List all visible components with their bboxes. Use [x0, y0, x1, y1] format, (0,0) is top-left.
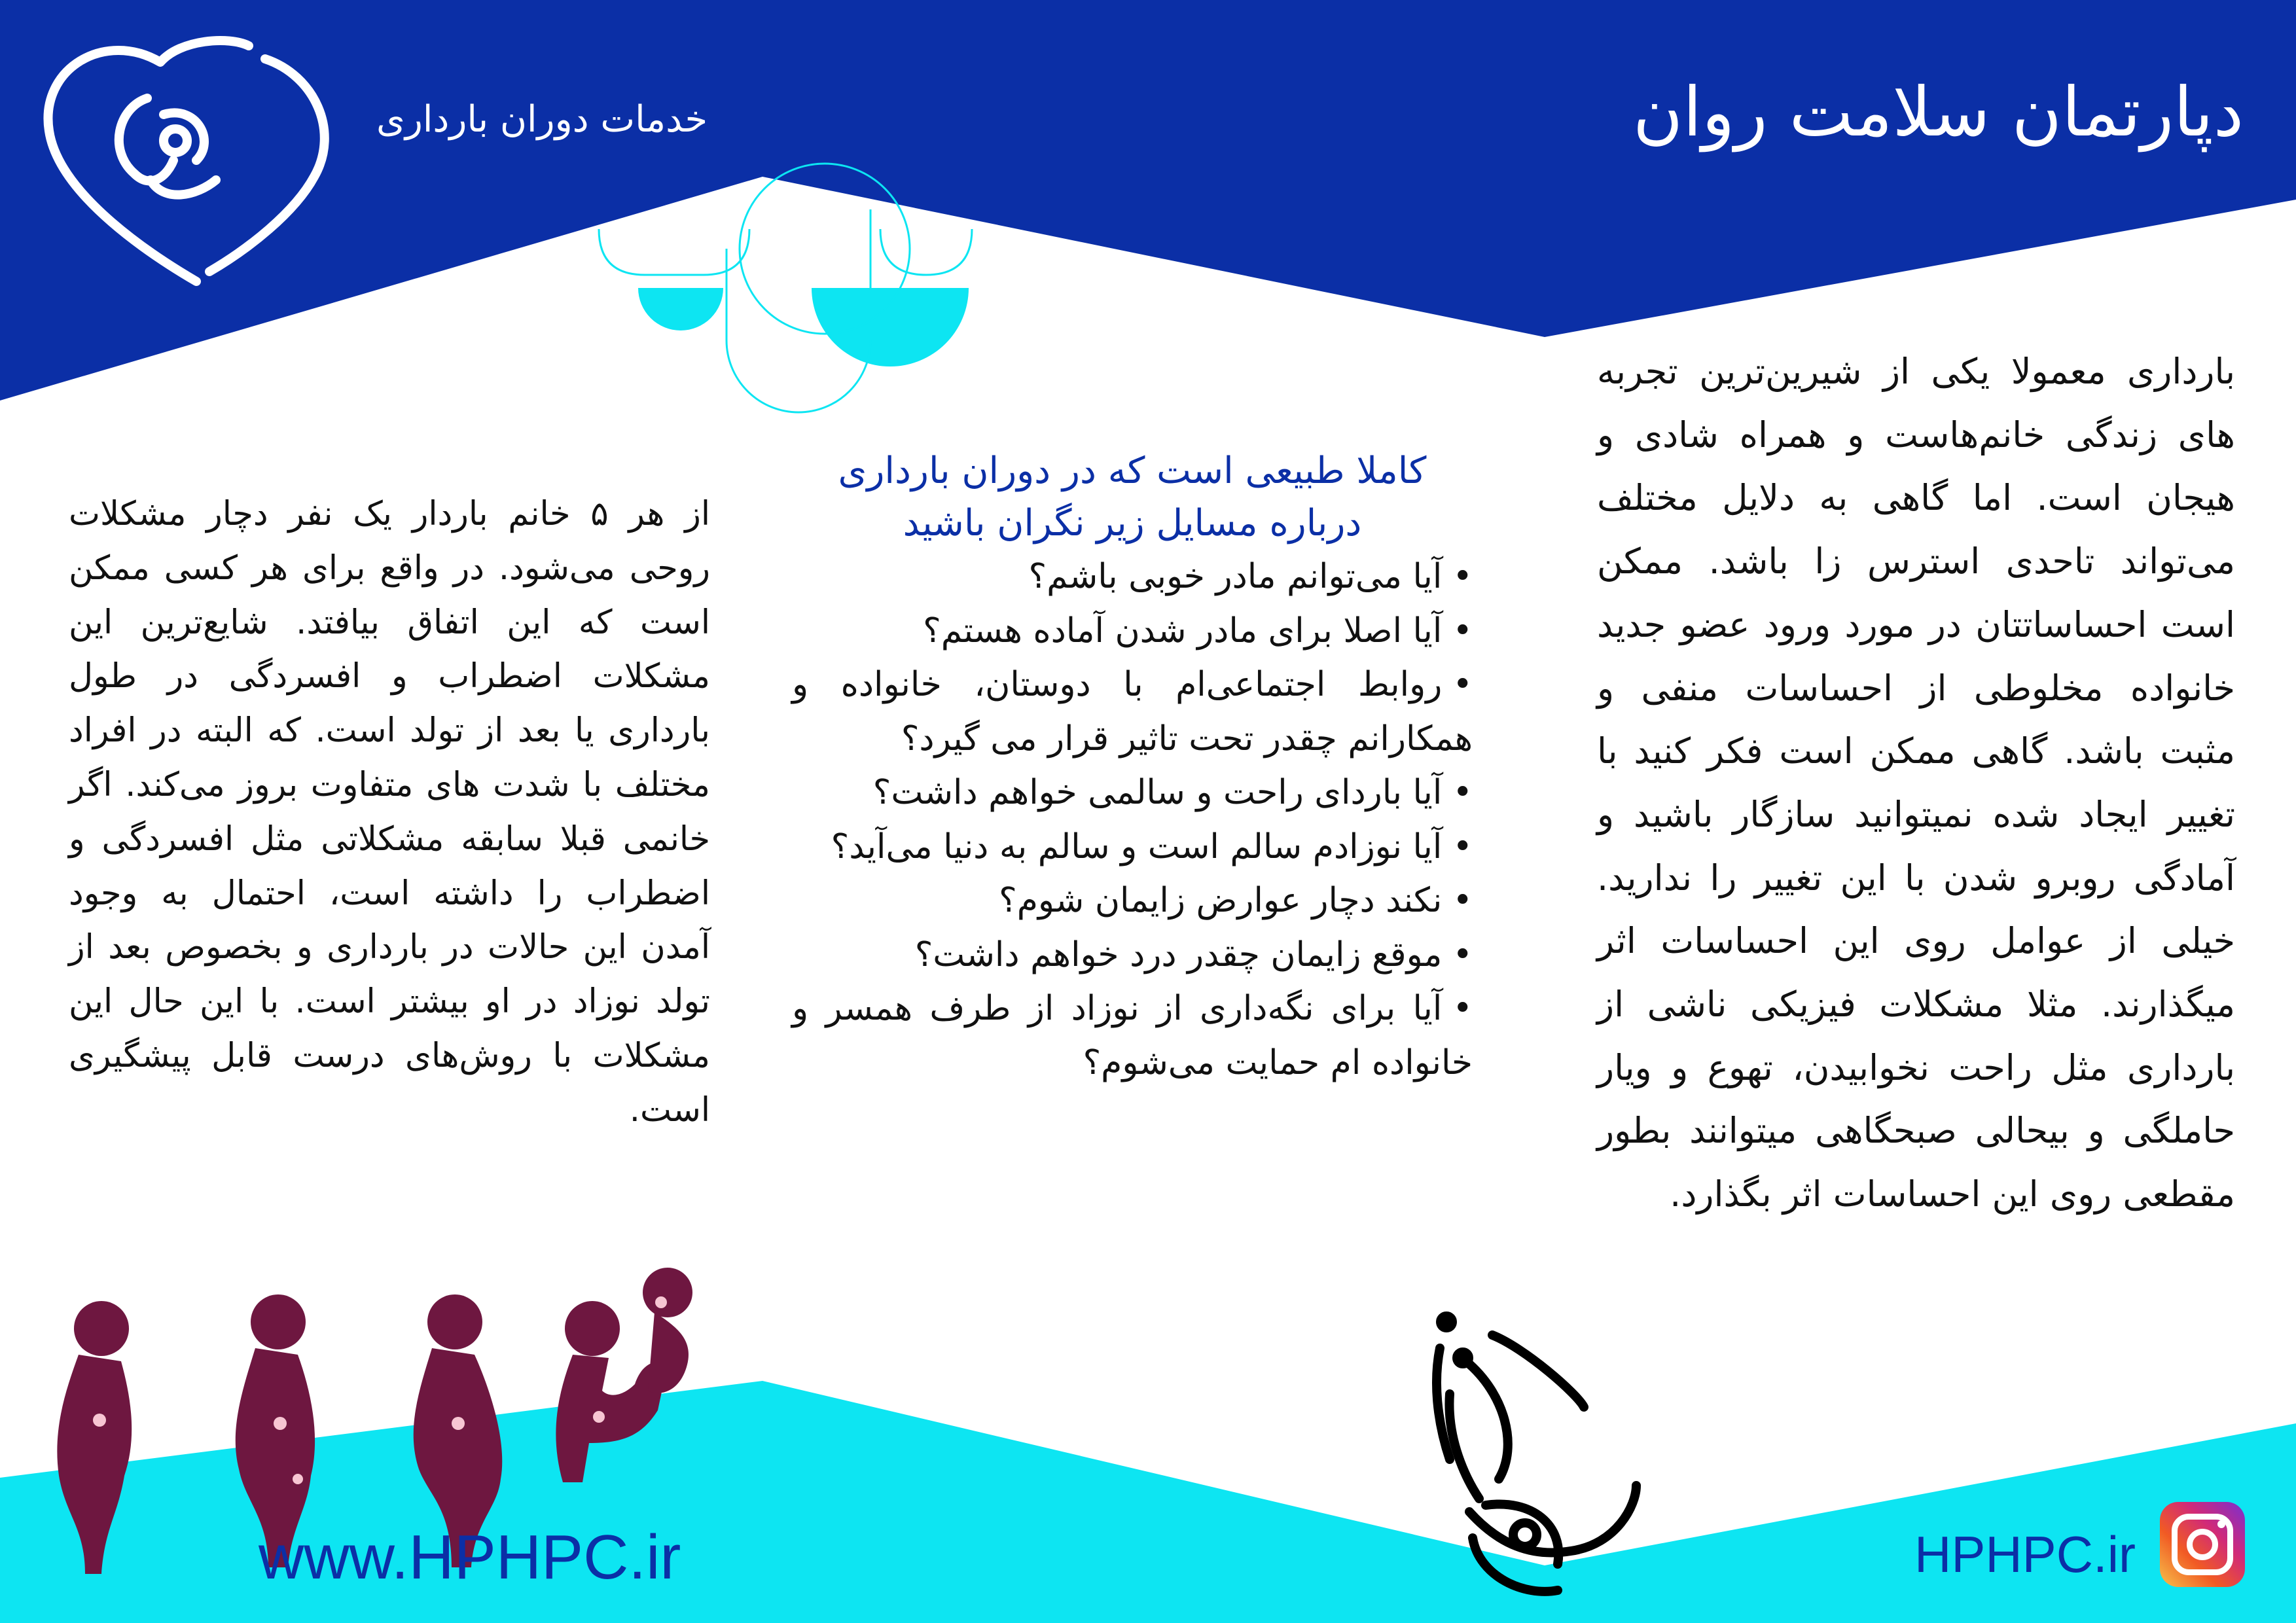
left-text-column: [69, 488, 710, 1138]
services-subtitle: خدمات دوران بارداری: [376, 98, 708, 141]
left-paragraph: از هر ۵ خانم باردار یک نفر دچار مشکلات روحی می‌شود. در واقع برای هر کسی ممکن است که این اتفاق بیافتد. شایع‌ترین این مشکلات اضطراب و افسردگی در طول بارداری یا بعد از تولد است. که البته در افراد مختلف با شدت های متفاوت بروز می‌کند. اگر خانمی قبلا سابقه مشکلاتی مثل افسردگی و اضطراب را داشته است، احتمال به وجود آمدن این حالات در بارداری و بخصوص بعد از تولد نوزاد در او بیشتر است. با این حال این مشکلات با روش‌های درست قابل پیشگیری است.: [69, 495, 710, 1130]
instagram-icon[interactable]: [2160, 1502, 2245, 1587]
list-item: •آیا باردای راحت و سالمی خواهم داشت؟: [872, 773, 1473, 812]
right-text-column: [1597, 340, 2235, 1226]
instagram-dot: [2217, 1520, 2225, 1528]
list-item: •آیا می‌توانم مادر خوبی باشم؟: [1028, 557, 1473, 596]
website-link[interactable]: www.HPHPC.ir: [259, 1522, 681, 1592]
list-item: •موقع زایمان چقدر درد خواهم داشت؟: [914, 935, 1473, 974]
department-title: دپارتمان سلامت روان: [1632, 72, 2244, 152]
list-item: •نکند دچار عوارض زایمان شوم؟: [999, 881, 1473, 920]
instagram-lens: [2187, 1529, 2218, 1560]
list-item: •آیا برای نگه‌داری از نوزاد از طرف همسر و خانواده ام حمایت می‌شوم؟: [792, 989, 1473, 1082]
list-item: •روابط اجتماعی‌ام با دوستان، خانواده و همکارانم چقدر تحت تاثیر قرار می گیرد؟: [792, 665, 1473, 758]
concerns-list: [792, 550, 1473, 1090]
list-item: •آیا اصلا برای مادر شدن آماده هستم؟: [923, 611, 1473, 651]
instagram-handle[interactable]: HPHPC.ir: [1914, 1525, 2136, 1583]
list-item: •آیا نوزادم سالم است و سالم به دنیا می‌آید؟: [831, 827, 1473, 866]
middle-heading: کاملا طبیعی است که در دوران بارداری درباره مسایل زیر نگران باشید: [838, 450, 1427, 544]
middle-text-column: [792, 445, 1473, 1090]
right-paragraph: بارداری معمولا یکی از شیرین‌ترین تجربه های زندگی خانم‌هاست و همراه شادی و هیجان است. اما گاهی به دلایل مختلف می‌تواند تاحدی استرس زا باشد. ممکن است احساساتتان در مورد ورود عضو جدید خانواده مخلوطی از احساسات منفی و مثبت باشد. گاهی ممکن است فکر کنید با تغییر ایجاد شده نمیتوانید سازگار باشید و آمادگی روبرو شدن با این تغییر را ندارید. خیلی از عوامل روی این احساسات اثر میگذارند. مثلا مشکلات فیزیکی ناشی از بارداری مثل راحت نخوابیدن، تهوع و ویار حاملگی و بیحالی صبحگاهی میتوانند بطور مقطعی روی این احساسات اثر بگذارد.: [1597, 351, 2235, 1215]
